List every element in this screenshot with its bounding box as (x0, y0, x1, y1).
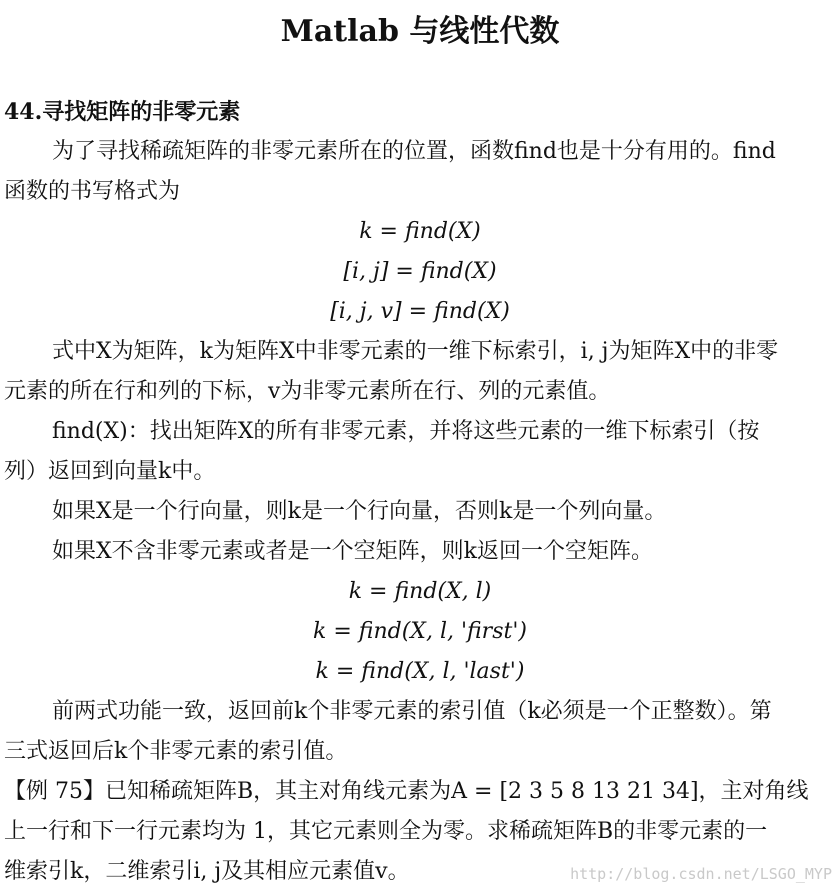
example-line: 【例 75】已知稀疏矩阵B，其主对角线元素为A = [2 3 5 8 13 21 34]，主对角线 (4, 779, 809, 804)
paragraph-line: find(X)：找出矩阵X的所有非零元素，并将这些元素的一维下标索引（按 (52, 419, 760, 444)
paragraph-line: 如果X不含非零元素或者是一个空矩阵，则k返回一个空矩阵。 (52, 539, 653, 564)
paragraph-line: 为了寻找稀疏矩阵的非零元素所在的位置，函数find也是十分有用的。find (52, 139, 776, 164)
paragraph-line: 前两式功能一致，返回前k个非零元素的索引值（k必须是一个正整数）。第 (52, 699, 772, 724)
paragraph-line: 如果X是一个行向量，则k是一个行向量，否则k是一个列向量。 (52, 499, 667, 524)
formula-line: k = find(X, l, 'first') (313, 619, 527, 644)
example-line: 维索引k，二维索引i, j及其相应元素值v。 (4, 859, 410, 884)
paragraph-line: 函数的书写格式为 (4, 179, 181, 204)
page-title: Matlab 与线性代数 (280, 14, 560, 49)
paragraph-line: 式中X为矩阵，k为矩阵X中非零元素的一维下标索引，i, j为矩阵X中的非零 (52, 339, 779, 364)
formula-line: [i, j] = find(X) (343, 259, 497, 284)
formula-line: k = find(X, l, 'last') (315, 659, 525, 684)
section-heading: 44.寻找矩阵的非零元素 (4, 99, 241, 125)
paragraph-line: 元素的所在行和列的下标，v为非零元素所在行、列的元素值。 (4, 379, 611, 404)
watermark-url: http://blog.csdn.net/LSGO_MYP (570, 865, 832, 883)
formula-line: k = find(X, l) (348, 579, 492, 604)
paragraph-line: 列）返回到向量k中。 (4, 459, 216, 484)
example-line: 上一行和下一行元素均为 1，其它元素则全为零。求稀疏矩阵B的非零元素的一 (4, 819, 768, 844)
paragraph-line: 三式返回后k个非零元素的索引值。 (4, 739, 348, 764)
formula-line: [i, j, v] = find(X) (330, 299, 510, 324)
formula-line: k = find(X) (359, 219, 481, 244)
